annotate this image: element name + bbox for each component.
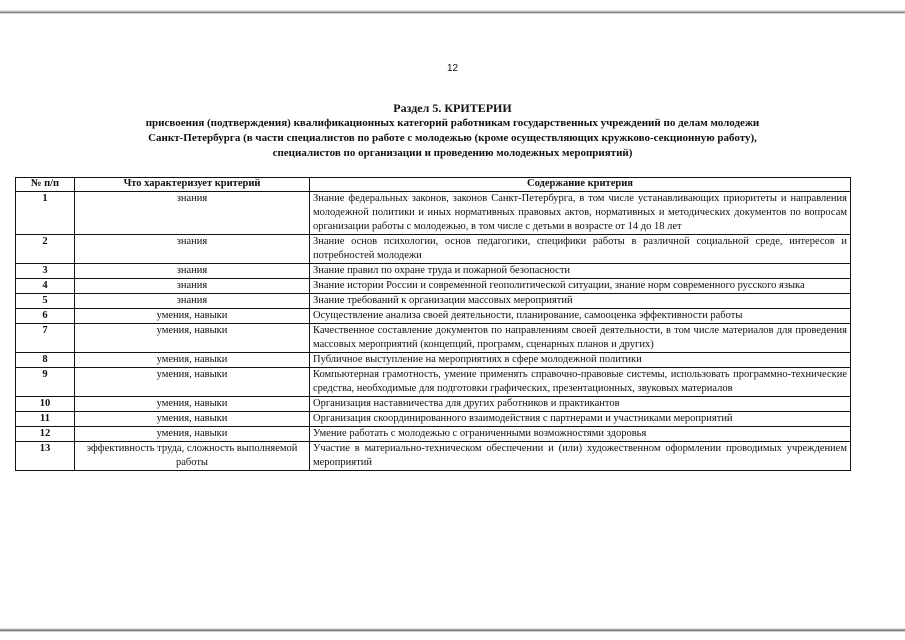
- row-number: 3: [16, 264, 75, 279]
- row-content: Умение работать с молодежью с ограниченными возможностями здоровья: [310, 427, 851, 442]
- table-row: [16, 192, 851, 235]
- row-characteristic: умения, навыки: [75, 397, 310, 412]
- table-row: [16, 235, 851, 264]
- table-row: [16, 264, 851, 279]
- table-row: [16, 368, 851, 397]
- title-line-1: присвоения (подтверждения) квалификационных категорий работникам государственных учреждений по делам молодежи: [145, 117, 760, 129]
- row-characteristic: знания: [75, 279, 310, 294]
- row-characteristic: умения, навыки: [75, 427, 310, 442]
- row-content: Компьютерная грамотность, умение применять справочно-правовые системы, использовать программно-технические средства, необходимые для подготовки графических, презентационных, звуковых материалов: [310, 368, 851, 397]
- criteria-table: [15, 177, 851, 471]
- header-number: № п/п: [16, 178, 75, 192]
- table-row: [16, 427, 851, 442]
- title-line-3: специалистов по организации и проведению молодежных мероприятий): [272, 147, 633, 159]
- scan-edge-bottom: [0, 628, 905, 632]
- row-characteristic: умения, навыки: [75, 412, 310, 427]
- row-characteristic: знания: [75, 235, 310, 264]
- row-number: 7: [16, 324, 75, 353]
- row-characteristic: умения, навыки: [75, 353, 310, 368]
- table-row: [16, 279, 851, 294]
- row-number: 11: [16, 412, 75, 427]
- row-number: 8: [16, 353, 75, 368]
- row-number: 9: [16, 368, 75, 397]
- row-number: 13: [16, 442, 75, 471]
- table-row: [16, 353, 851, 368]
- row-number: 2: [16, 235, 75, 264]
- row-content: Участие в материально-техническом обеспечении и (или) художественном оформлении проводимых учреждением мероприятий: [310, 442, 851, 471]
- row-content: Знание правил по охране труда и пожарной безопасности: [310, 264, 851, 279]
- row-characteristic: знания: [75, 264, 310, 279]
- row-number: 12: [16, 427, 75, 442]
- section-heading: Раздел 5. КРИТЕРИИ: [393, 101, 512, 115]
- table-row: [16, 412, 851, 427]
- table-row: [16, 397, 851, 412]
- title-line-2: Санкт-Петербурга (в части специалистов по работе с молодежью (кроме осуществляющих кружково-секционную работу),: [148, 132, 757, 144]
- row-number: 10: [16, 397, 75, 412]
- table-header-row: [16, 178, 851, 192]
- row-number: 6: [16, 309, 75, 324]
- table-row: [16, 309, 851, 324]
- row-number: 1: [16, 192, 75, 235]
- row-content: Организация наставничества для других работников и практикантов: [310, 397, 851, 412]
- header-content: Содержание критерия: [310, 178, 851, 192]
- row-content: Знание требований к организации массовых мероприятий: [310, 294, 851, 309]
- page-number: 12: [446, 63, 459, 74]
- row-characteristic: умения, навыки: [75, 368, 310, 397]
- row-content: Знание федеральных законов, законов Санкт-Петербурга, в том числе устанавливающих приоритеты и направления молодежной политики и иных нормативных правовых актов, нормативных и методических документов по вопросам организации работы с молодежью, в том числе с детьми в возрасте от 14 до 18 лет: [310, 192, 851, 235]
- scan-edge-top: [0, 10, 905, 14]
- row-content: Знание основ психологии, основ педагогики, специфики работы в различной социальной среде, интересов и потребностей молодежи: [310, 235, 851, 264]
- row-number: 4: [16, 279, 75, 294]
- row-number: 5: [16, 294, 75, 309]
- table-row: [16, 294, 851, 309]
- header-characteristic: Что характеризует критерий: [75, 178, 310, 192]
- row-characteristic: умения, навыки: [75, 309, 310, 324]
- row-characteristic: эффективность труда, сложность выполняемой работы: [75, 442, 310, 471]
- document-title: [20, 101, 885, 161]
- row-content: Знание истории России и современной геополитической ситуации, знание норм современного русского языка: [310, 279, 851, 294]
- row-characteristic: знания: [75, 294, 310, 309]
- row-characteristic: знания: [75, 192, 310, 235]
- table-row: [16, 442, 851, 471]
- row-content: Организация скоординированного взаимодействия с партнерами и участниками мероприятий: [310, 412, 851, 427]
- row-content: Публичное выступление на мероприятиях в сфере молодежной политики: [310, 353, 851, 368]
- row-content: Качественное составление документов по направлениям своей деятельности, в том числе материалов для проведения массовых мероприятий (концепций, программ, сценарных планов и других): [310, 324, 851, 353]
- row-characteristic: умения, навыки: [75, 324, 310, 353]
- row-content: Осуществление анализа своей деятельности, планирование, самооценка эффективности работы: [310, 309, 851, 324]
- table-row: [16, 324, 851, 353]
